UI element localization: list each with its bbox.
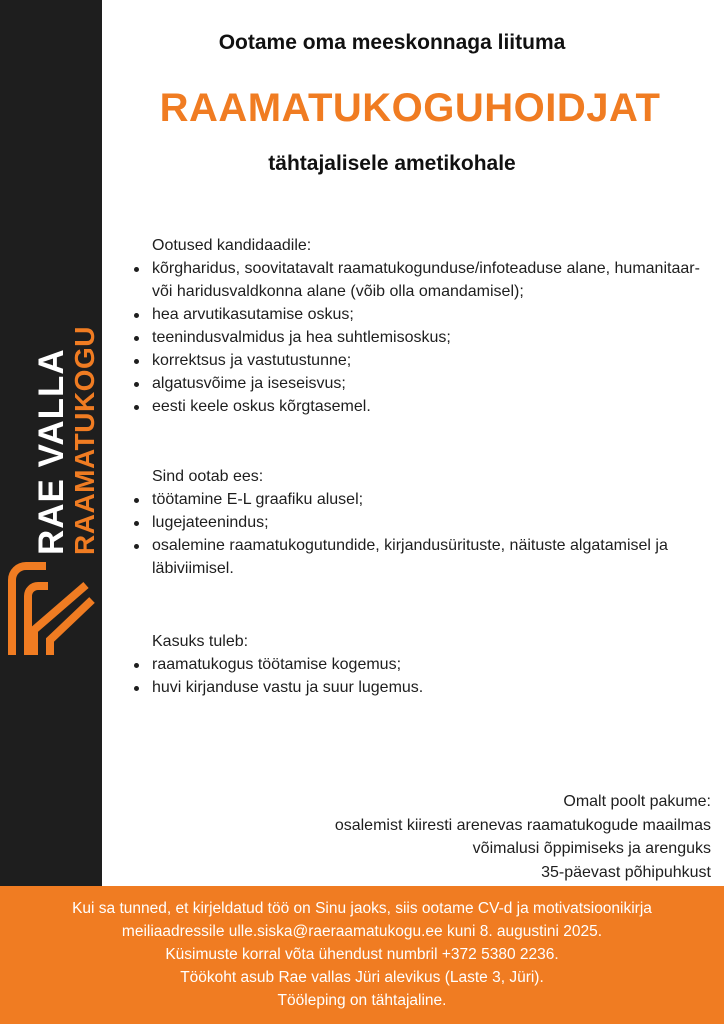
list-item: lugejateenindus;: [130, 511, 700, 534]
advantages-list: [130, 653, 700, 699]
brand-line-raamatukogu: RAAMATUKOGU: [69, 326, 100, 555]
contact-footer: [0, 886, 724, 1024]
list-item: töötamine E-L graafiku alusel;: [130, 488, 700, 511]
position-title: RAAMATUKOGUHOIDJAT: [159, 86, 661, 130]
offer-title: Omalt poolt pakume:: [563, 793, 711, 810]
expectations-list: [130, 257, 700, 418]
expectations-title: Ootused kandidaadile:: [152, 237, 312, 254]
list-item: raamatukogus töötamise kogemus;: [130, 653, 700, 676]
library-logo: [0, 0, 102, 886]
list-item: osalemine raamatukogutundide, kirjandusürituste, näituste algatamisel ja läbiviimisel.: [130, 534, 700, 580]
list-item: algatusvõime ja iseseisvus;: [130, 372, 700, 395]
duties-list: [130, 488, 700, 580]
offer-line: 35-päevast põhipuhkust: [541, 863, 711, 881]
footer-phone-line: Küsimuste korral võta ühendust numbril +372 5380 2236.: [165, 946, 559, 963]
footer-line: Kui sa tunned, et kirjeldatud töö on Sinu jaoks, siis ootame CV-d ja motivatsioonikirja: [72, 900, 652, 917]
duties-title: Sind ootab ees:: [152, 468, 264, 485]
offer-section: [335, 790, 711, 884]
list-item: eesti keele oskus kõrgtasemel.: [130, 395, 700, 418]
list-item: teenindusvalmidus ja hea suhtlemisoskus;: [130, 326, 700, 349]
offer-line: võimalusi õppimiseks ja arenguks: [472, 840, 711, 857]
brand-line-rae-valla: RAE VALLA: [32, 348, 71, 555]
list-item: korrektsus ja vastutustunne;: [130, 349, 700, 372]
position-subtitle: tähtajalisele ametikohale: [268, 152, 516, 175]
expectations-section: [130, 234, 700, 418]
advantages-section: [130, 630, 700, 699]
duties-section: [130, 465, 700, 580]
list-item: kõrgharidus, soovitatavalt raamatukogunduse/infoteaduse alane, humanitaar- või haridusvaldkonna alane (võib olla omandamisel);: [130, 257, 700, 303]
offer-line: osalemist kiiresti arenevas raamatukogude maailmas: [334, 816, 711, 834]
footer-contract-line: Tööleping on tähtajaline.: [277, 992, 447, 1009]
sidebar-brand-panel: [0, 0, 102, 886]
footer-email-line: meiliaadressile ulle.siska@raeraamatukogu.ee kuni 8. augustini 2025.: [121, 923, 603, 940]
r-logo-icon: [12, 566, 92, 655]
list-item: hea arvutikasutamise oskus;: [130, 303, 700, 326]
list-item: huvi kirjanduse vastu ja suur lugemus.: [130, 676, 700, 699]
footer-location-line: Töökoht asub Rae vallas Jüri alevikus (Laste 3, Jüri).: [180, 969, 544, 986]
intro-heading: Ootame oma meeskonnaga liituma: [218, 31, 566, 54]
advantages-title: Kasuks tuleb:: [152, 633, 249, 650]
